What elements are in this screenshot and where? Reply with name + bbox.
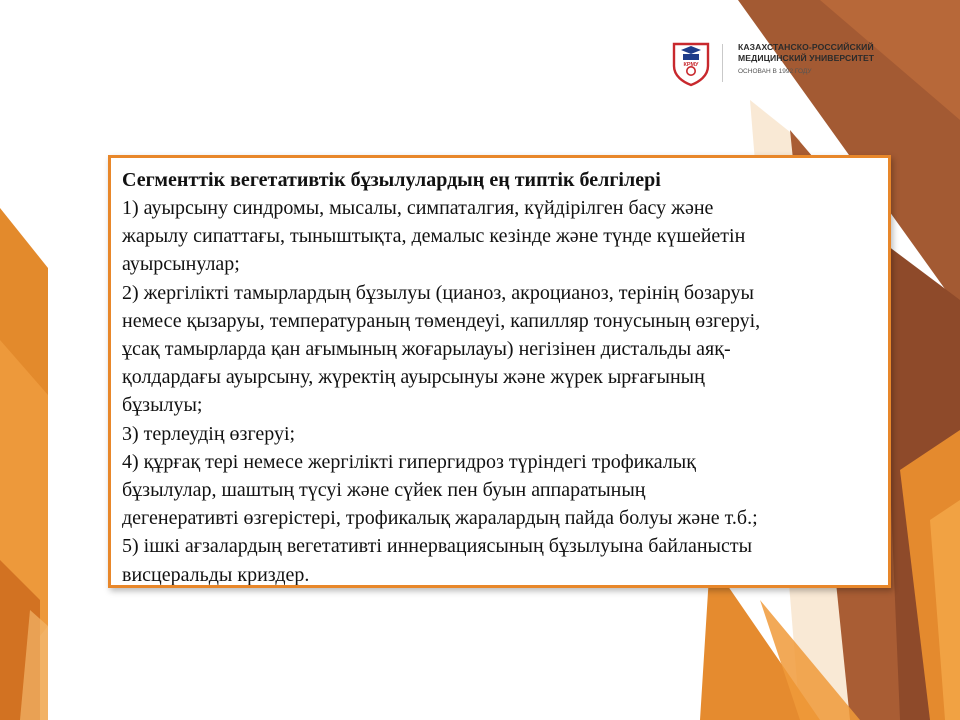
symptom-list xyxy=(122,194,878,588)
list-item-line: ұсақ тамырларда қан ағымының жоғарылауы) негізінен дистальды аяқ- xyxy=(122,338,731,361)
crest-text: КРМУ xyxy=(683,62,699,68)
university-name xyxy=(738,42,928,64)
university-logo xyxy=(668,38,928,88)
list-item xyxy=(122,532,878,588)
list-item-line: 3) терлеудің өзгеруі; xyxy=(122,422,296,445)
university-name-line: КАЗАХСТАНСКО-РОССИЙСКИЙ xyxy=(738,42,874,52)
list-item-line: немесе қызаруы, температураның төмендеуі, капилляр тонусының өзгеруі, xyxy=(122,309,761,332)
list-item-line: 2) жергілікті тамырлардың бұзылуы (цианоз, акроцианоз, терінің бозаруы xyxy=(122,281,754,304)
content-title: Сегменттік вегетативтік бұзылулардың ең типтік белгілері xyxy=(122,169,661,191)
list-item-line: висцеральды криздер. xyxy=(122,563,310,586)
list-item-line: бұзылуы; xyxy=(122,394,203,417)
list-item-line: бұзылулар, шаштың түсуі және сүйек пен буын аппаратының xyxy=(122,479,646,502)
content-box xyxy=(108,155,891,588)
university-name-line: МЕДИЦИНСКИЙ УНИВЕРСИТЕТ xyxy=(738,53,875,63)
list-item-line: 4) құрғақ тері немесе жергілікті гипергидроз түріндегі трофикалық xyxy=(122,450,696,473)
list-item-line: 1) ауырсыну синдромы, мысалы, симпаталгия, күйдірілген басу және xyxy=(122,197,714,219)
list-item-line: жарылу сипаттағы, тыныштықта, демалыс кезінде және түнде күшейетін xyxy=(122,225,746,248)
list-item xyxy=(122,194,878,279)
list-item-line: қолдардағы ауырсыну, жүректің ауырсынуы және жүрек ырғағының xyxy=(122,366,705,389)
list-item-line: ауырсынулар; xyxy=(122,253,240,276)
logo-divider xyxy=(722,44,723,82)
list-item xyxy=(122,279,878,420)
list-item-line: 5) ішкі ағзалардың вегетативті иннервациясының бұзылуына байланысты xyxy=(122,535,753,558)
list-item xyxy=(122,448,878,533)
university-founded: ОСНОВАН В 1992 ГОДУ xyxy=(738,68,812,75)
list-item xyxy=(122,420,878,448)
list-item-line: дегенеративті өзгерістері, трофикалық жаралардың пайда болуы және т.б.; xyxy=(122,507,758,530)
university-crest-icon xyxy=(668,38,714,88)
